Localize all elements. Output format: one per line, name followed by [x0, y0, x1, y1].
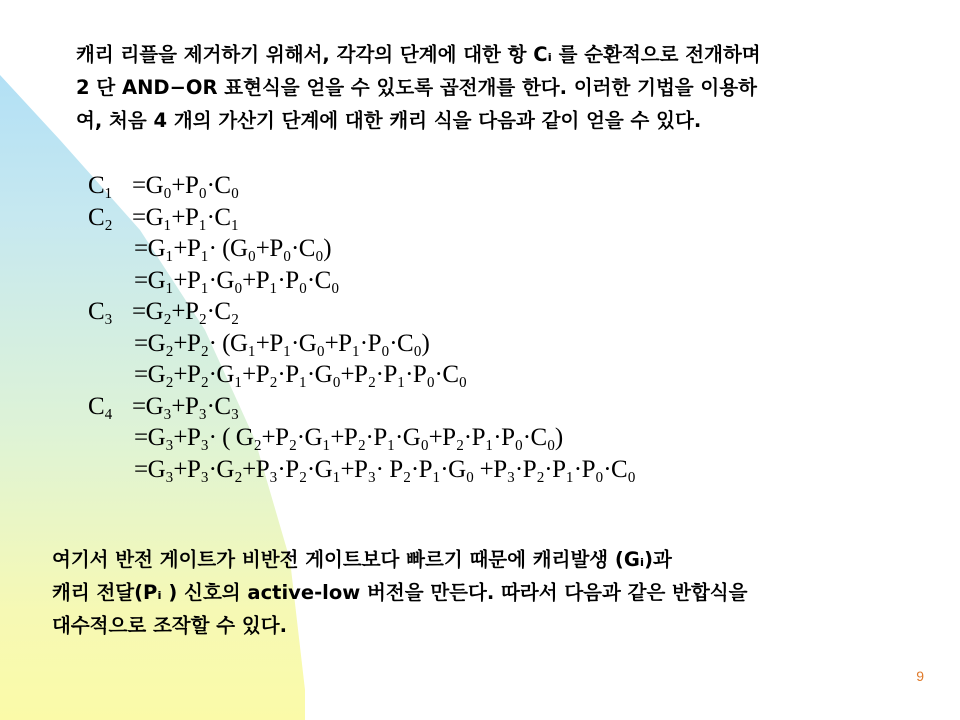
- equation-row: [88, 233, 635, 265]
- equation-rhs: =G₂+P₂· (G₁+P₁·G₀+P₁·P₀·C₀): [134, 329, 430, 357]
- equation-rhs: =G₂+P₂·G₁+P₂·P₁·G₀+P₂·P₁·P₀·C₀: [134, 361, 467, 388]
- equation-rhs: =G₁+P₁· (G₀+P₀·C₀): [134, 235, 332, 262]
- equation-lhs: C₂: [88, 203, 113, 231]
- carry-equations: [88, 170, 635, 485]
- conclusion-line-2: 캐리 전달(Pᵢ ) 신호의 active-low 버전을 만든다. 따라서 다음과 같은 반합식을: [52, 581, 748, 604]
- equation-row: [88, 265, 635, 297]
- equation-rhs: =G₁+P₁·C₁: [132, 203, 239, 231]
- intro-paragraph: [76, 38, 761, 137]
- equation-rhs: =G₃+P₃·C₃: [132, 392, 239, 420]
- equation-rhs: =G₂+P₂·C₂: [132, 298, 239, 325]
- conclusion-line-3: 대수적으로 조작할 수 있다.: [52, 614, 287, 637]
- intro-line-1: 캐리 리플을 제거하기 위해서, 각각의 단계에 대한 항 Cᵢ 를 순환적으로 전개하며: [76, 43, 761, 66]
- equation-row: [88, 422, 635, 454]
- equation-lhs: C₁: [88, 172, 113, 199]
- equation-lhs: C₃: [88, 298, 113, 325]
- equation-rhs: =G₃+P₃·G₂+P₃·P₂·G₁+P₃· P₂·P₁·G₀ +P₃·P₂·P₁·P₀·C₀: [134, 455, 636, 483]
- equation-row: [88, 328, 635, 360]
- equation-row: [88, 296, 635, 328]
- equation-row: [88, 391, 635, 423]
- equation-row: [88, 359, 635, 391]
- equation-row: [88, 170, 635, 202]
- conclusion-paragraph: [52, 543, 747, 642]
- page-number: 9: [916, 668, 924, 684]
- equation-row: [88, 202, 635, 234]
- equation-rhs: =G₃+P₃· ( G₂+P₂·G₁+P₂·P₁·G₀+P₂·P₁·P₀·C₀): [134, 424, 563, 451]
- intro-line-2: 2 단 AND−OR 표현식을 얻을 수 있도록 곱전개를 한다. 이러한 기법을 이용하: [76, 76, 757, 99]
- equation-lhs: C₄: [88, 392, 113, 420]
- intro-line-3: 여, 처음 4 개의 가산기 단계에 대한 캐리 식을 다음과 같이 얻을 수 있다.: [76, 109, 702, 132]
- equation-rhs: =G₁+P₁·G₀+P₁·P₀·C₀: [134, 266, 340, 294]
- equation-rhs: =G₀+P₀·C₀: [132, 172, 239, 199]
- conclusion-line-1: 여기서 반전 게이트가 비반전 게이트보다 빠르기 때문에 캐리발생 (Gᵢ)과: [52, 548, 672, 571]
- equation-row: [88, 454, 635, 486]
